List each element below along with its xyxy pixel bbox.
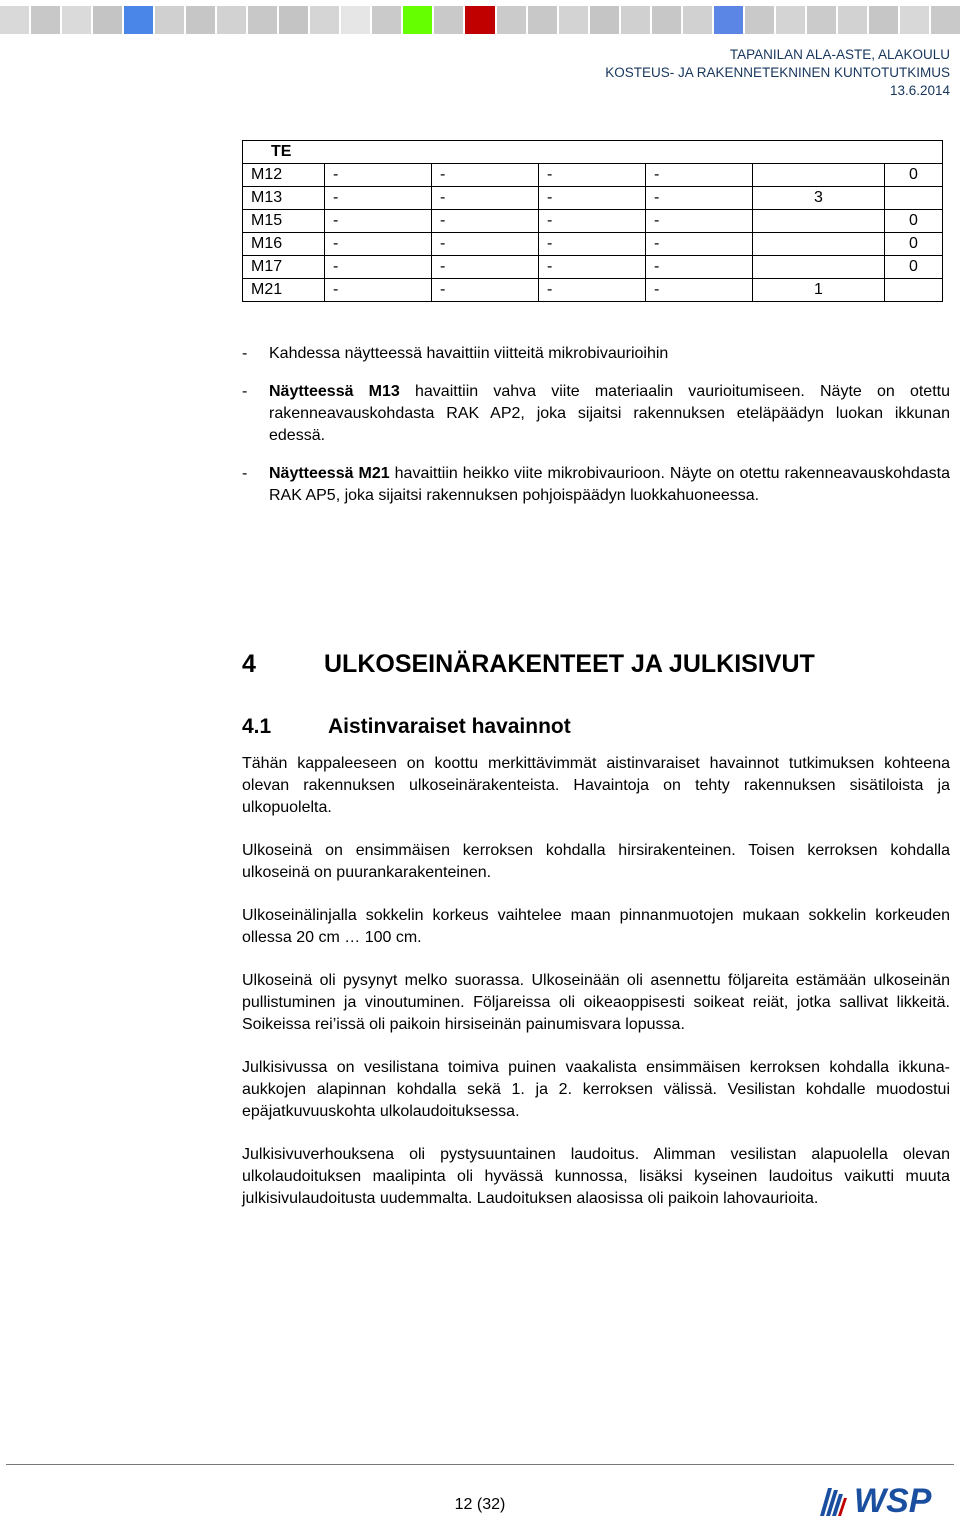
sample-id-cell: M17 [243,256,325,279]
color-swatch [310,6,339,34]
table-cell: - [432,210,539,233]
table-cell: - [325,233,432,256]
table-cell: - [646,164,753,187]
color-swatch [124,6,153,34]
table-cell: - [432,233,539,256]
list-item [242,381,950,447]
wsp-stripes-icon [818,1478,954,1518]
table-cell: - [539,210,646,233]
logo-text: WSP [854,1482,932,1518]
paragraph: Julkisivuverhouksena oli pystysuuntainen laudoitus. Alimman vesilistan alapuolella olevan ulkolaudoituksen maalipinta oli hyvässä kunnossa, lisäksi kyseinen laudoitus vaikutti muuta julkisivulaudoitusta uudemmalta. Laudoituksen alaosissa oli paikoin lahovaurioita. [242,1146,950,1207]
body-text [242,753,950,1231]
table-cell [753,233,885,256]
table-cell: - [646,233,753,256]
table-cell: - [432,279,539,302]
table-title: TE [243,141,943,164]
sample-id-cell: M21 [243,279,325,302]
color-swatch [807,6,836,34]
color-swatch [528,6,557,34]
bullet-text: havaittiin heikko viite mikrobivaurioon. Näyte on otettu rakenneavauskohdasta RAK AP5, joka sijaitsi rakennuksen pohjoispäädyn luokkahuoneessa. [269,465,951,504]
bullet-bold: Näytteessä M21 [269,465,390,482]
color-swatch [931,6,960,34]
table-cell: 1 [753,279,885,302]
table-cell: 3 [753,187,885,210]
list-item [242,343,950,365]
bullet-dash: - [242,383,248,400]
color-swatch [714,6,743,34]
table-cell: - [539,256,646,279]
color-swatch [0,6,29,34]
table-cell: 0 [885,210,943,233]
paragraph: Ulkoseinä oli pysynyt melko suorassa. Ulkoseinään oli asennettu följareita estämään ulkoseinän pullistuminen ja vinoutuminen. Följareissa oli oikeaoppisesti soikeat reiät, jotka sallivat likkeitä. Soikeissa rei’issä oli paikoin hirsiseinän painumisvara lopussa. [242,972,950,1033]
table-cell: - [539,233,646,256]
color-swatch [745,6,774,34]
header-color-bar [0,6,960,34]
table-cell: - [539,187,646,210]
color-swatch [341,6,370,34]
color-swatch [465,6,494,34]
results-table [242,140,943,302]
bullet-dash: - [242,345,248,362]
table-cell: 0 [885,164,943,187]
color-swatch [838,6,867,34]
paragraph: Ulkoseinälinjalla sokkelin korkeus vaihtelee maan pinnanmuotojen mukaan sokkelin korkeuden ollessa 20 cm … 100 cm. [242,907,950,946]
sample-id-cell: M16 [243,233,325,256]
page-number: 12 (32) [454,1496,506,1513]
color-swatch [279,6,308,34]
table-cell: - [325,210,432,233]
section-title: ULKOSEINÄRAKENTEET JA JULKISIVUT [324,650,815,678]
list-item [242,463,950,507]
color-swatch [776,6,805,34]
bullet-bold: Näytteessä M13 [269,383,400,400]
subsection-number: 4.1 [242,715,272,738]
table-cell: - [646,279,753,302]
table-cell: - [432,256,539,279]
table-cell: 0 [885,256,943,279]
color-swatch [869,6,898,34]
bullet-text: Kahdessa näytteessä havaittiin viitteitä mikrobivaurioihin [269,345,669,362]
color-swatch [62,6,91,34]
color-swatch [590,6,619,34]
color-swatch [93,6,122,34]
color-swatch [434,6,463,34]
subsection-title: Aistinvaraiset havainnot [328,715,571,738]
section-heading [242,650,815,679]
table-cell: - [646,256,753,279]
color-swatch [403,6,432,34]
table-cell: - [432,164,539,187]
page-header [605,46,950,100]
footer-divider [6,1464,954,1465]
color-swatch [652,6,681,34]
wsp-logo [818,1478,954,1518]
bullet-text: havaittiin vahva viite materiaalin vaurioitumiseen. Näyte on otettu rakenneavauskohdasta RAK AP2, joka sijaitsi rakennuksen eteläpäädyn luokan ikkunan edessä. [269,383,950,444]
paragraph: Ulkoseinä on ensimmäisen kerroksen kohdalla hirsirakenteinen. Toisen kerroksen kohdalla ulkoseinä on puurankarakenteinen. [242,842,950,881]
color-swatch [248,6,277,34]
color-swatch [900,6,929,34]
color-swatch [621,6,650,34]
sample-id-cell: M12 [243,164,325,187]
table-cell: - [539,164,646,187]
paragraph: Julkisivussa on vesilistana toimiva puinen vaakalista ensimmäisen kerroksen kohdalla ikkuna-aukkojen alapinnan kohdalla sekä 1. ja 2. kerroksen välissä. Vesilistan kohdalle muodostui epäjatkuvuuskohta ulkolaudoituksessa. [242,1059,950,1120]
table-cell: - [325,256,432,279]
color-swatch [683,6,712,34]
table-cell: - [646,187,753,210]
table-cell: - [325,187,432,210]
table-row [243,164,943,187]
color-swatch [31,6,60,34]
table-cell: - [325,164,432,187]
table-cell: - [432,187,539,210]
table-row [243,279,943,302]
table-cell [885,279,943,302]
color-swatch [559,6,588,34]
table-row [243,187,943,210]
table-cell: 0 [885,233,943,256]
subsection-heading [242,715,571,739]
table-cell: - [539,279,646,302]
table-cell [885,187,943,210]
paragraph: Tähän kappaleeseen on koottu merkittävimmät aistinvaraiset havainnot tutkimuksen kohteena olevan rakennuksen ulkoseinärakenteista. Havaintoja on tehty rakennuksen sisätiloista ja ulkopuolelta. [242,755,950,816]
color-swatch [155,6,184,34]
sample-id-cell: M13 [243,187,325,210]
results-table-wrap [242,140,943,302]
table-cell: - [325,279,432,302]
color-swatch [217,6,246,34]
table-cell [753,210,885,233]
sample-id-cell: M15 [243,210,325,233]
header-line-2: KOSTEUS- JA RAKENNETEKNINEN KUNTOTUTKIMUS [605,65,950,80]
findings-list [242,343,950,523]
section-number: 4 [242,650,256,678]
table-cell: - [646,210,753,233]
table-title-row [243,141,943,164]
color-swatch [186,6,215,34]
table-row [243,233,943,256]
table-cell [753,256,885,279]
table-row [243,256,943,279]
header-line-1: TAPANILAN ALA-ASTE, ALAKOULU [729,47,950,62]
header-date: 13.6.2014 [889,83,950,98]
color-swatch [372,6,401,34]
color-swatch [497,6,526,34]
bullet-dash: - [242,465,248,482]
table-cell [753,164,885,187]
table-row [243,210,943,233]
